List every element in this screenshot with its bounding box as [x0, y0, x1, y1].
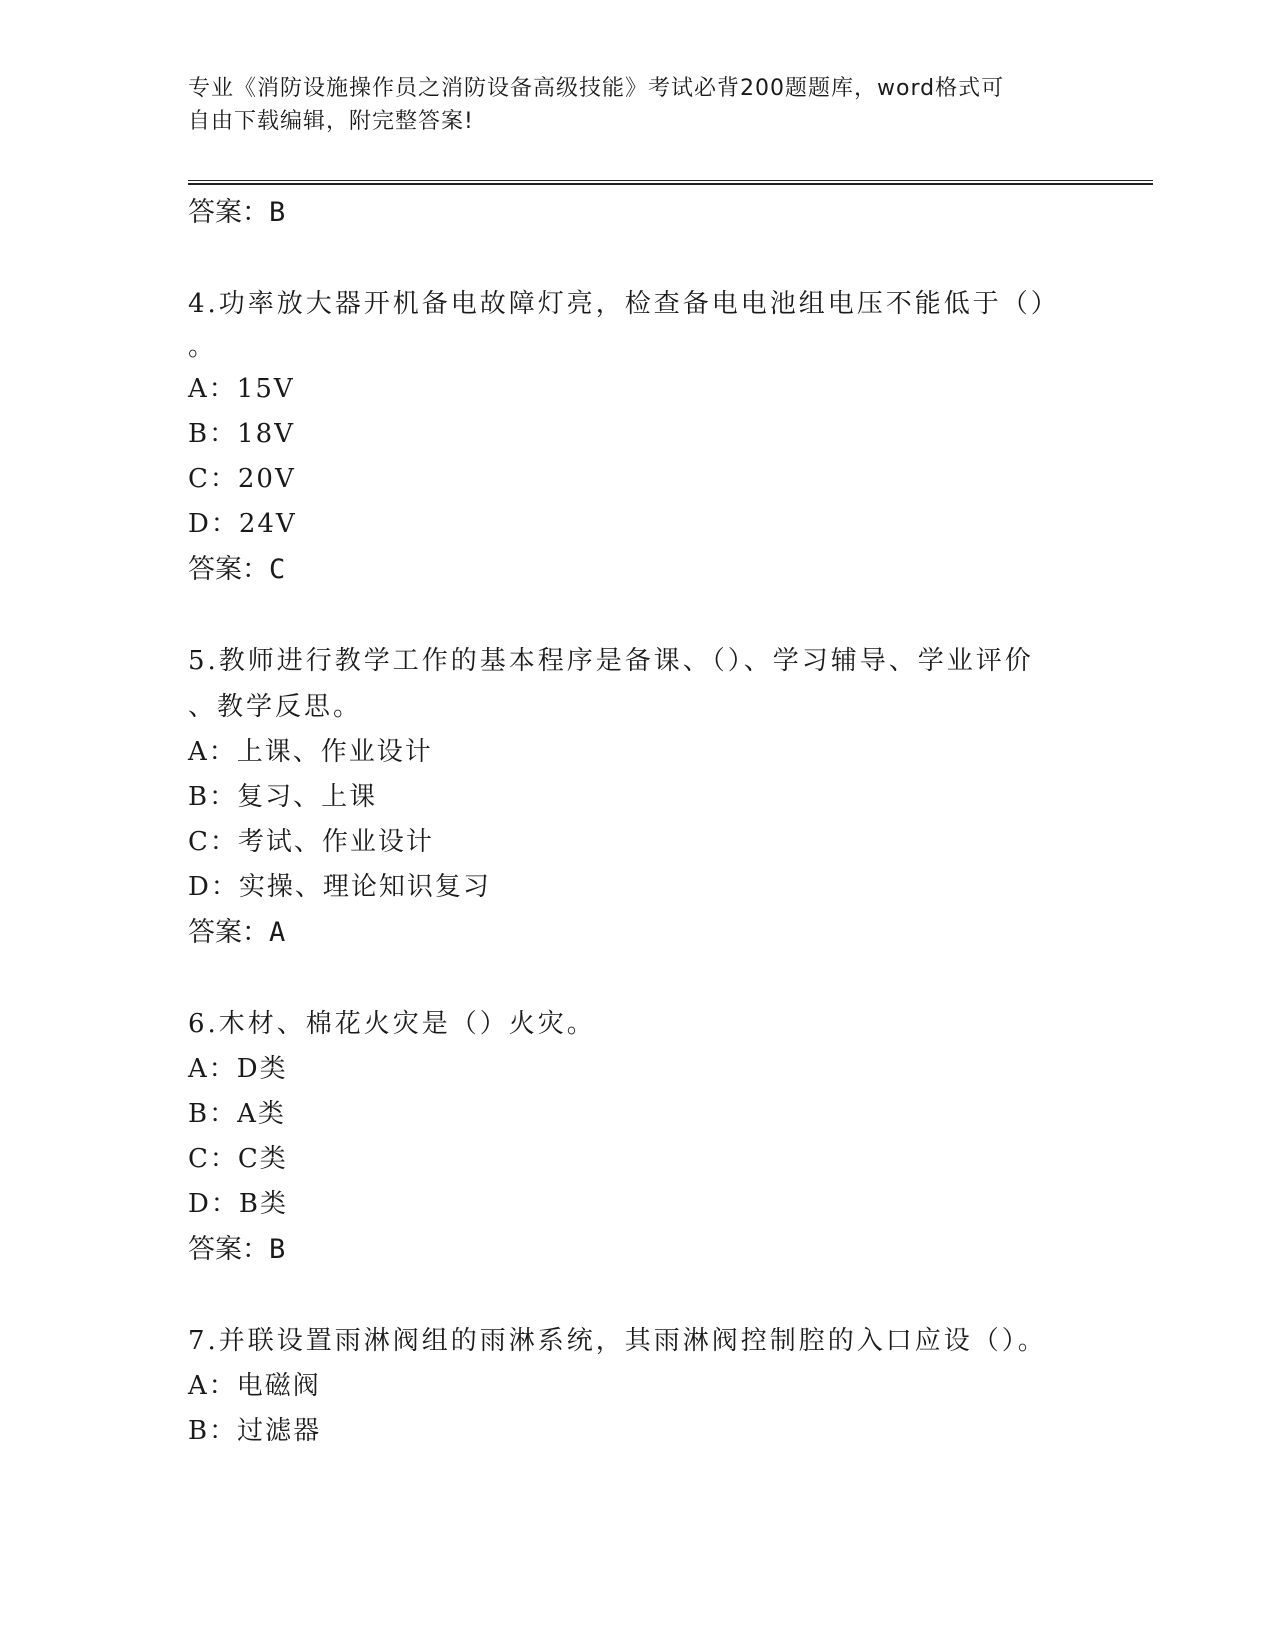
option-a: A：D类 — [188, 1054, 288, 1084]
answer-line — [188, 910, 1088, 955]
option-a: A：上课、作业设计 — [188, 737, 433, 767]
option-b: B：18V — [188, 419, 295, 449]
question-block — [188, 281, 1088, 592]
question-list — [188, 190, 1088, 1454]
question-block — [188, 1001, 1088, 1272]
option-b: B：A类 — [188, 1099, 286, 1129]
question-text: 7.并联设置雨淋阀组的雨淋系统，其雨淋阀控制腔的入口应设（）。 — [188, 1326, 1047, 1356]
option-c: C：考试、作业设计 — [188, 827, 434, 857]
answer-line — [188, 190, 1088, 235]
answer-value: B — [269, 1234, 286, 1265]
question-text: 4.功率放大器开机备电故障灯亮，检查备电电池组电压不能低于（） — [188, 289, 1060, 319]
answer-label: 答案： — [188, 554, 269, 585]
option-b: B：复习、上课 — [188, 782, 378, 812]
question-text: 5.教师进行教学工作的基本程序是备课、（）、学习辅导、学业评价 — [188, 646, 1034, 676]
answer-value: A — [269, 917, 286, 948]
answer-value: C — [269, 554, 286, 585]
question-text-continued: 。 — [188, 332, 218, 362]
answer-value: B — [269, 197, 286, 228]
option-c: C：C类 — [188, 1144, 288, 1174]
option-c: C：20V — [188, 464, 296, 494]
option-d: D：24V — [188, 509, 297, 539]
question-block — [188, 638, 1088, 955]
question-text: 6.木材、棉花火灾是（）火灾。 — [188, 1009, 596, 1039]
answer-line — [188, 547, 1088, 592]
header-line-1: 专业《消防设施操作员之消防设备高级技能》考试必背200题题库，word格式可 — [188, 76, 1005, 101]
answer-line — [188, 1227, 1088, 1272]
header-divider-thick — [188, 183, 1153, 185]
question-block — [188, 1318, 1088, 1454]
answer-label: 答案： — [188, 1234, 269, 1265]
document-header — [188, 72, 1088, 138]
option-a: A：电磁阀 — [188, 1371, 321, 1401]
answer-label: 答案： — [188, 917, 269, 948]
option-d: D：实操、理论知识复习 — [188, 872, 491, 902]
answer-label: 答案： — [188, 197, 269, 228]
option-b: B：过滤器 — [188, 1416, 322, 1446]
option-d: D：B类 — [188, 1189, 288, 1219]
question-text-continued: 、教学反思。 — [188, 692, 363, 722]
header-line-2: 自由下载编辑，附完整答案! — [188, 109, 474, 134]
header-divider-thin — [188, 180, 1153, 181]
option-a: A：15V — [188, 374, 295, 404]
